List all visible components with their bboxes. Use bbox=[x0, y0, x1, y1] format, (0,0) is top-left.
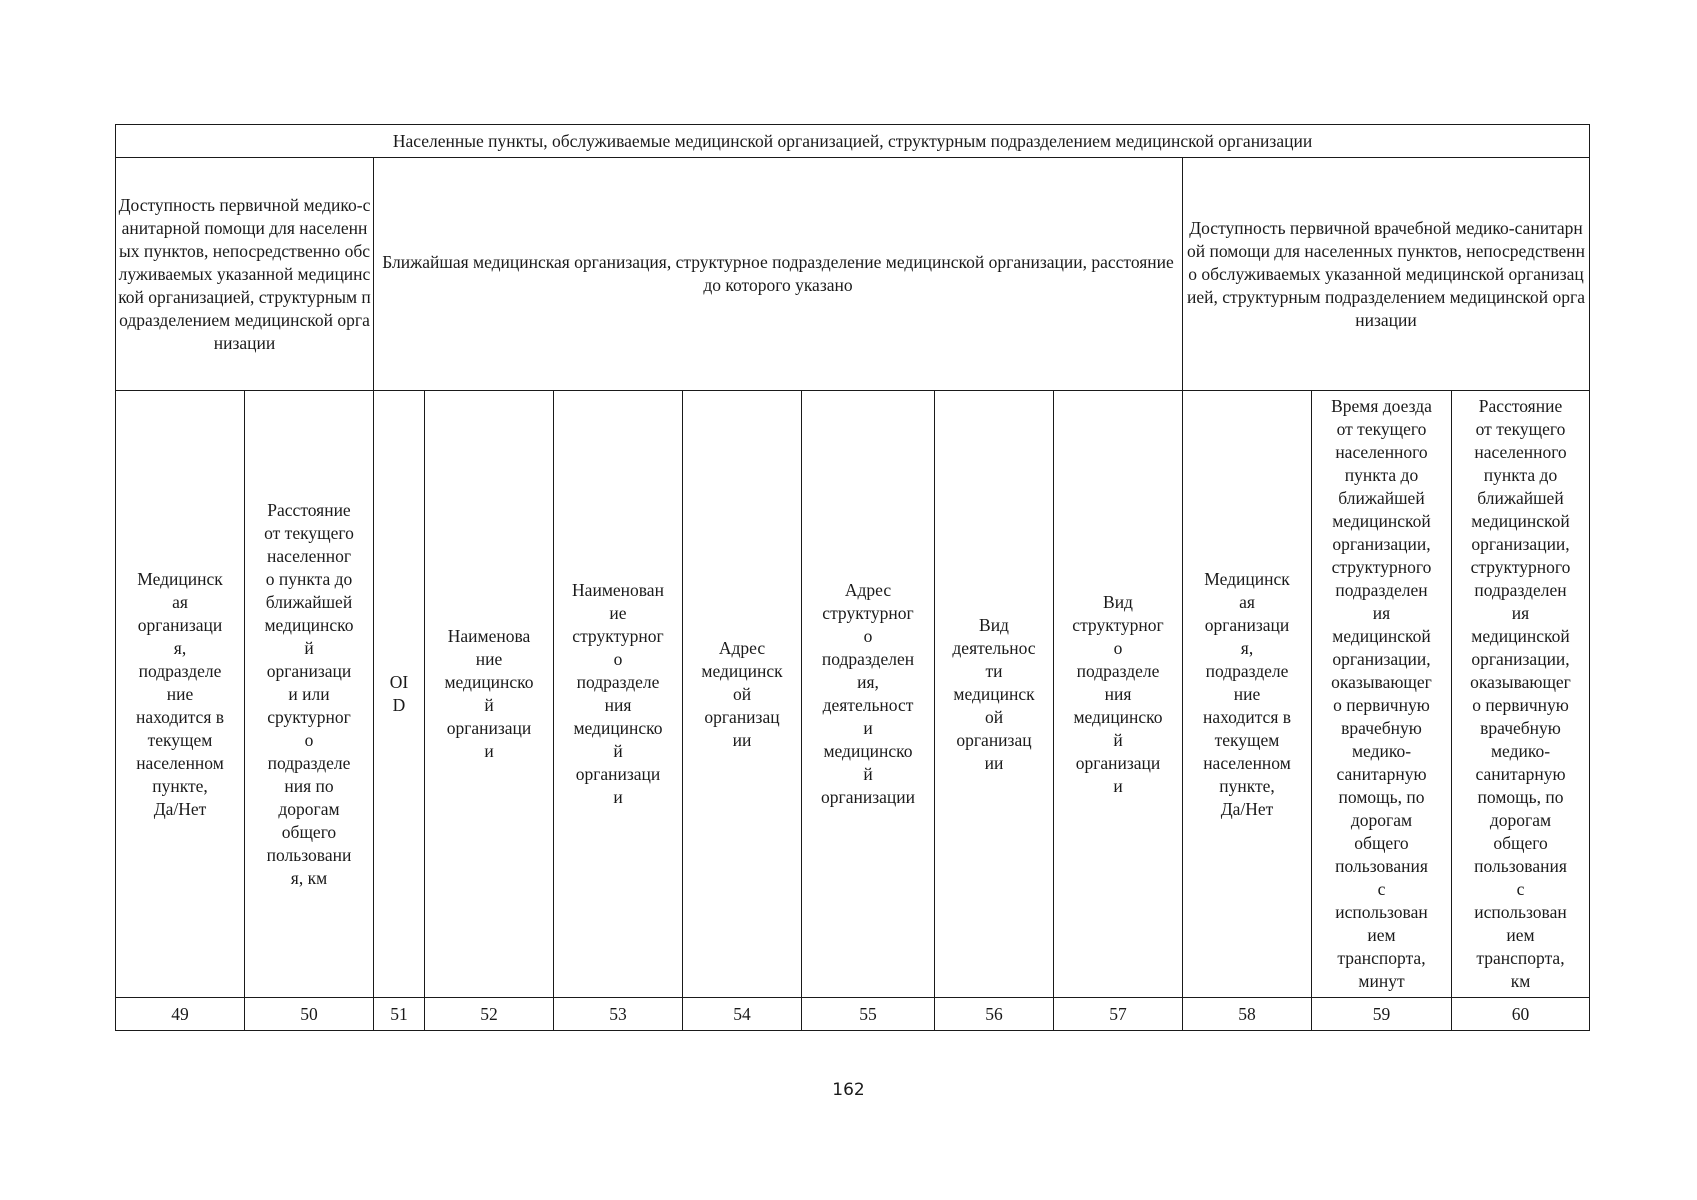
column-header: Медицинск ая организаци я, подразделе ние находится в текущем населенном пункте, Да/Нет bbox=[116, 391, 245, 998]
group-header-nearest-organization: Ближайшая медицинская организация, структурное подразделение медицинской организации, расстояние до которого указано bbox=[374, 158, 1183, 391]
column-header: Адрес структурног о подразделен ия, деятельност и медицинско й организации bbox=[802, 391, 935, 998]
column-header: Расстояние от текущего населенног о пункта до ближайшей медицинско й организаци и или сруктурног о подразделе ния по дорогам общего пользовани я, км bbox=[245, 391, 374, 998]
column-number: 60 bbox=[1452, 998, 1590, 1031]
settlements-table bbox=[115, 124, 1590, 1031]
column-number: 51 bbox=[374, 998, 425, 1031]
column-number: 57 bbox=[1054, 998, 1183, 1031]
column-header: Медицинск ая организаци я, подразделе ние находится в текущем населенном пункте, Да/Нет bbox=[1183, 391, 1312, 998]
column-header: Вид деятельнос ти медицинск ой организац ии bbox=[935, 391, 1054, 998]
column-number: 49 bbox=[116, 998, 245, 1031]
column-header: Время доезда от текущего населенного пункта до ближайшей медицинской организации, структурного подразделен ия медицинской организации, оказывающег о первичную врачебную медико- санитарную помощь, по дорогам общего пользования с использован ием транспорта, минут bbox=[1312, 391, 1452, 998]
group-header-primary-care: Доступность первичной медико-санитарной помощи для населенных пунктов, непосредственно обслуживаемых указанной медицинской организацией, структурным подразделением медицинской организации bbox=[116, 158, 374, 391]
column-number: 58 bbox=[1183, 998, 1312, 1031]
column-number: 54 bbox=[683, 998, 802, 1031]
table-title: Населенные пункты, обслуживаемые медицинской организацией, структурным подразделением медицинской организации bbox=[116, 125, 1590, 158]
column-header: Наименова ние медицинско й организаци и bbox=[425, 391, 554, 998]
column-number-row bbox=[116, 998, 1590, 1031]
column-number: 50 bbox=[245, 998, 374, 1031]
column-number: 55 bbox=[802, 998, 935, 1031]
column-number: 59 bbox=[1312, 998, 1452, 1031]
column-header: Адрес медицинск ой организац ии bbox=[683, 391, 802, 998]
column-header: Наименован ие структурног о подразделе ния медицинско й организаци и bbox=[554, 391, 683, 998]
column-number: 53 bbox=[554, 998, 683, 1031]
column-header: OI D bbox=[374, 391, 425, 998]
group-header-doctor-care: Доступность первичной врачебной медико-санитарной помощи для населенных пунктов, непосредственно обслуживаемых указанной медицинской организацией, структурным подразделением медицинской организации bbox=[1183, 158, 1590, 391]
column-header: Вид структурног о подразделе ния медицинско й организаци и bbox=[1054, 391, 1183, 998]
column-header: Расстояние от текущего населенного пункта до ближайшей медицинской организации, структурного подразделен ия медицинской организации, оказывающег о первичную врачебную медико- санитарную помощь, по дорогам общего пользования с использован ием транспорта, км bbox=[1452, 391, 1590, 998]
page-number: 162 bbox=[832, 1080, 865, 1100]
column-number: 52 bbox=[425, 998, 554, 1031]
column-number: 56 bbox=[935, 998, 1054, 1031]
